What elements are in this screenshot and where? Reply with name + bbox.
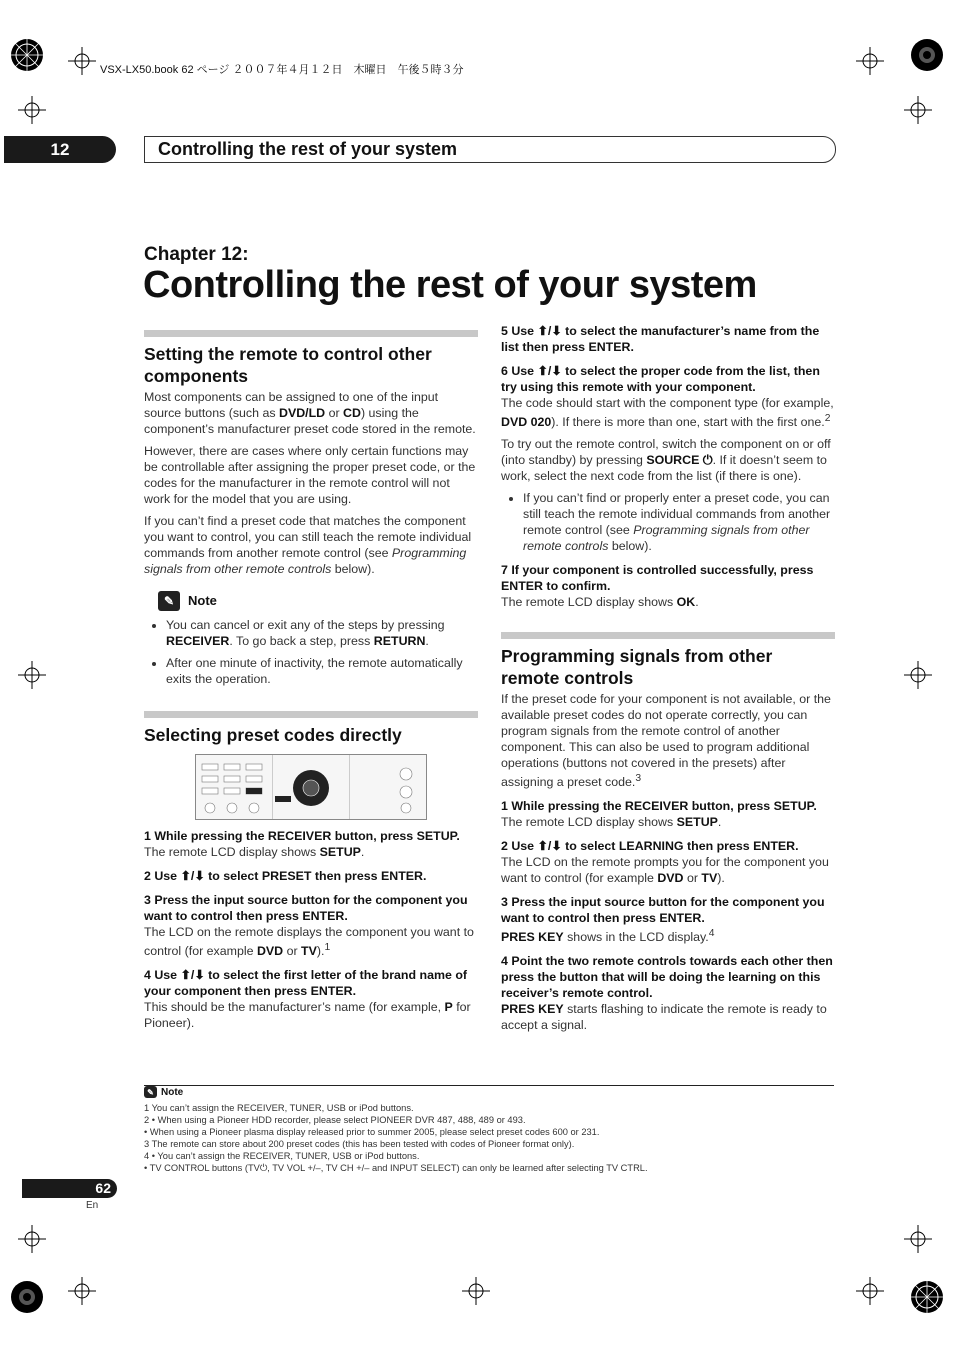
section-heading: Setting the remote to control other components	[144, 344, 432, 386]
step-heading: 3 Press the input source button for the component you want to control then press ENTER.	[501, 895, 825, 926]
remote-enter-cross	[273, 755, 350, 819]
list-item: • You can cancel or exit any of the steps by pressing RECEIVER. To go back a step, press RETURN.	[166, 617, 478, 649]
remote-right-buttons	[350, 755, 426, 819]
footnote: 4 • You can’t assign the RECEIVER, TUNER, USB or iPod buttons.	[144, 1151, 420, 1161]
paragraph: To try out the remote control, switch the component on or off (into standby) by pressing SOURCE ⏻. If it doesn’t seem to work, select the next code from the list (if there is one).	[501, 437, 831, 484]
left-column	[144, 330, 478, 1037]
crosshair-icon	[68, 1277, 96, 1305]
remote-input-buttons	[196, 755, 273, 819]
step-heading: 7 If your component is controlled successfully, press ENTER to confirm.	[501, 563, 814, 594]
section-divider	[501, 632, 835, 639]
paragraph: PRES KEY starts flashing to indicate the remote is ready to accept a signal.	[501, 1002, 827, 1033]
right-column	[501, 315, 835, 1039]
chapter-tab-number: 12	[4, 136, 116, 163]
footnote-ref: 1	[324, 942, 331, 953]
step-heading: 5 Use ⬆/⬇ to select the manufacturer’s name from the list then press ENTER.	[501, 324, 820, 354]
note-list	[144, 617, 478, 687]
step-heading: 1 While pressing the RECEIVER button, press SETUP.	[501, 799, 817, 814]
paragraph: The code should start with the component type (for example, DVD 020). If there is more than one, start with the first one.$^2$	[501, 396, 834, 430]
footnote: • TV CONTROL buttons (TV⏻, TV VOL +/–, TV CH +/– and INPUT SELECT) can only be learned after selecting TV CTRL.	[144, 1163, 648, 1173]
page-number: 62	[22, 1179, 117, 1198]
crosshair-icon	[18, 1225, 46, 1253]
print-file-header: VSX-LX50.book 62 ページ ２００７年４月１２日 木曜日 午後５時３分	[100, 64, 464, 76]
paragraph: The remote LCD display shows OK.	[501, 595, 699, 610]
paragraph: The LCD on the remote displays the component you want to control (for example DVD or TV).$^1$	[144, 925, 474, 959]
step-heading: 4 Use ⬆/⬇ to select the first letter of the brand name of your component then press ENTER.	[144, 968, 468, 999]
paragraph: However, there are cases where only certain functions may be controllable after assigning the proper preset code, or the codes for the manufacturer in the remote control will not work for the model that you are using.	[144, 444, 476, 506]
step-heading: 2 Use ⬆/⬇ to select PRESET then press ENTER.	[144, 869, 427, 883]
page-title: Controlling the rest of your system	[143, 264, 757, 306]
paragraph: Most components can be assigned to one of the input source buttons (such as DVD/LD or CD) using the component’s manufacturer preset code stored in the remote.	[144, 390, 476, 436]
crosshair-icon	[904, 96, 932, 124]
registration-rosette-icon	[10, 1280, 44, 1314]
section-heading: Programming signals from other remote controls	[501, 646, 773, 689]
registration-rosette-icon	[10, 38, 44, 72]
list-item: • If you can’t find or properly enter a preset code, you can still teach the remote individual commands from another remote control (see Programming signals from other remote controls below).	[523, 490, 835, 554]
paragraph: If you can’t find a preset code that matches the component you want to control, you can still teach the remote individual commands from another remote control (see Programming signals from other remote controls below).	[144, 514, 472, 576]
crosshair-icon	[68, 47, 96, 75]
footnote: 3 The remote can store about 200 preset codes (this has been tested with codes of Pioneer format only).	[144, 1139, 575, 1149]
chapter-label: Chapter 12:	[144, 244, 249, 265]
note-pencil-icon: ✎	[144, 1086, 157, 1098]
paragraph: The remote LCD display shows SETUP.	[501, 815, 722, 830]
note-heading: ✎ Note	[158, 591, 478, 611]
section-divider	[144, 711, 478, 718]
paragraph: The remote LCD display shows SETUP.	[144, 845, 365, 859]
chapter-tab-title: Controlling the rest of your system	[158, 139, 458, 159]
list-item: • After one minute of inactivity, the remote automatically exits the operation.	[166, 655, 478, 687]
crosshair-icon	[856, 47, 884, 75]
crosshair-icon	[462, 1277, 490, 1305]
footnotes	[144, 1102, 648, 1174]
crosshair-icon	[904, 1225, 932, 1253]
crosshair-icon	[18, 96, 46, 124]
crosshair-icon	[904, 661, 932, 689]
paragraph: If the preset code for your component is not available, or the available preset codes do not operate correctly, you can program signals from the remote control of another component. This can also be used to program additional operations (buttons not covered in the presets) after assigning a preset code.$^3$	[501, 692, 831, 790]
footnote: 1 You can’t assign the RECEIVER, TUNER, USB or iPod buttons.	[144, 1103, 414, 1113]
crosshair-icon	[18, 661, 46, 689]
section-divider	[144, 330, 478, 337]
remote-control-illustration	[195, 754, 427, 820]
registration-rosette-icon	[910, 1280, 944, 1314]
step-heading: 6 Use ⬆/⬇ to select the proper code from the list, then try using this remote with your component.	[501, 364, 820, 394]
footnote-rule	[144, 1085, 834, 1086]
language-code: En	[86, 1200, 99, 1211]
chapter-tab-bar	[144, 136, 836, 163]
step-heading: 1 While pressing the RECEIVER button, press SETUP.	[144, 829, 460, 843]
footnote-ref: 4	[708, 928, 715, 940]
footnote: • When using a Pioneer plasma display released prior to summer 2005, please select preset codes 600 or 231.	[144, 1127, 600, 1137]
section-heading: Selecting preset codes directly	[144, 725, 402, 745]
paragraph: The LCD on the remote prompts you for the component you want to control (for example DVD or TV).	[501, 855, 829, 886]
crosshair-icon	[856, 1277, 884, 1305]
paragraph: PRES KEY shows in the LCD display.$^4$	[501, 928, 715, 945]
registration-rosette-icon	[910, 38, 944, 72]
step-heading: 2 Use ⬆/⬇ to select LEARNING then press ENTER.	[501, 839, 799, 854]
footnote: 2 • When using a Pioneer HDD recorder, please select PIONEER DVR 487, 488, 489 or 493.	[144, 1115, 526, 1125]
step-heading: 3 Press the input source button for the component you want to control then press ENTER.	[144, 893, 468, 923]
footnote-ref: 2	[824, 413, 831, 424]
footnote-ref: 3	[635, 773, 642, 785]
step-heading: 4 Point the two remote controls towards each other then press the button that will be doing the learning on this receiver’s remote control.	[501, 954, 833, 1001]
bullet-list	[501, 490, 835, 554]
note-pencil-icon: ✎	[158, 591, 180, 611]
paragraph: This should be the manufacturer’s name (for example, P for Pioneer).	[144, 1000, 471, 1031]
footnote-heading: ✎ Note	[144, 1086, 183, 1098]
